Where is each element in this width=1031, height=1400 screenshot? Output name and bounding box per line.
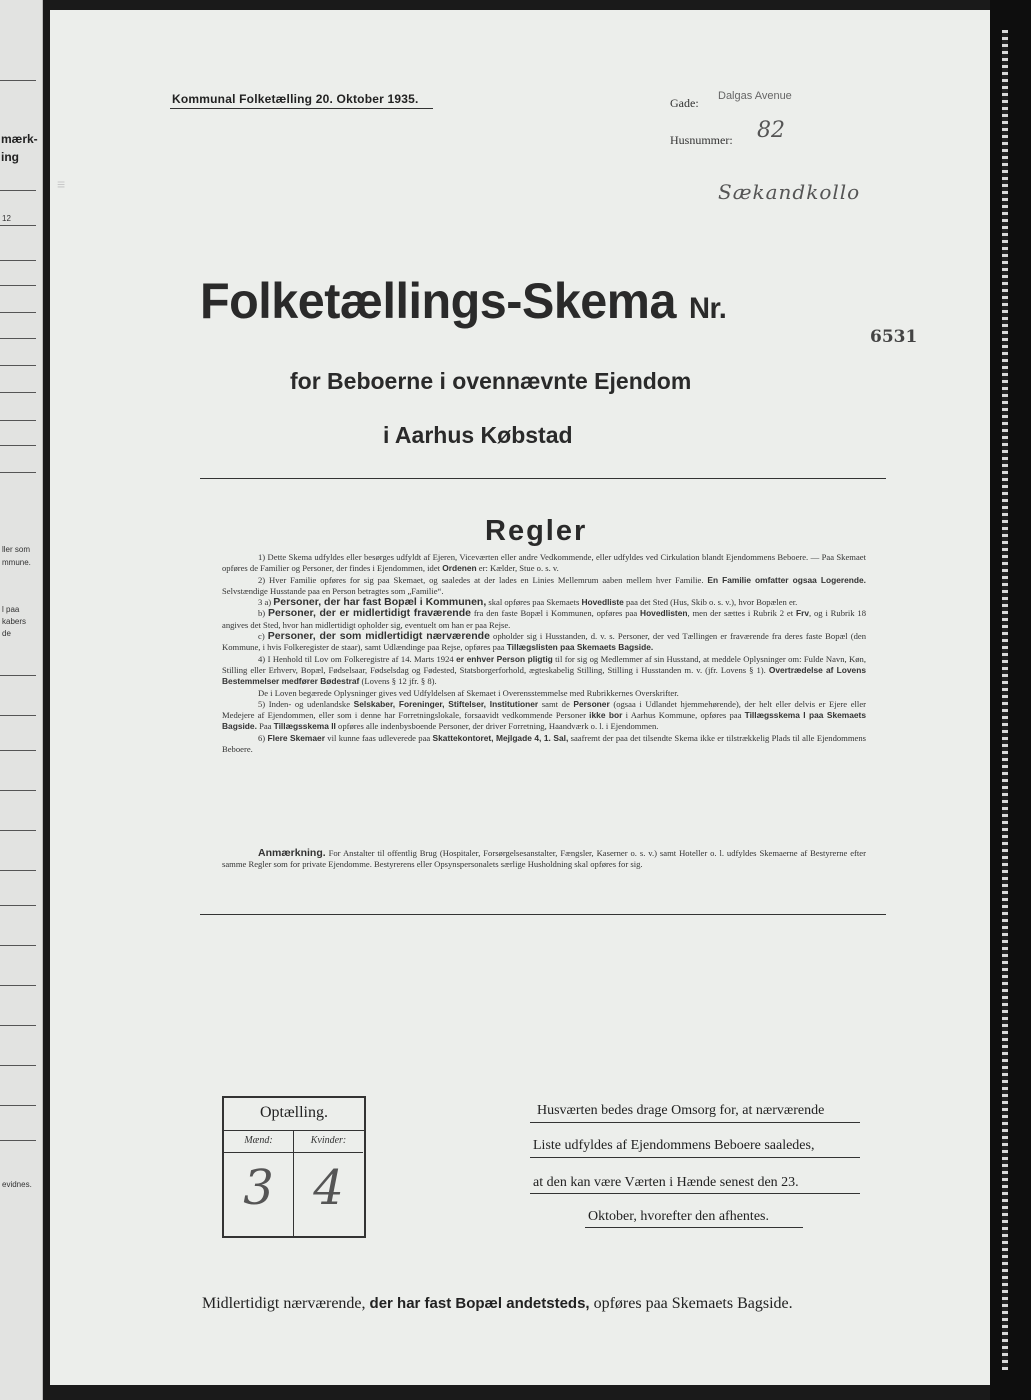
rule-line — [0, 260, 36, 261]
men-column — [224, 1130, 294, 1236]
remark-text: Anmærkning. For Anstalter til offentlig Brug (Hospitaler, Forsørgelsesanstalter, Fængsler, Kaserner o. s. v.) samt Hoteller o. l. udfyldes Skemaerne af Bestyrerne efter samme Regler som for private Ejendomme. Bestyrerens eller Opsynspersonalets særlige Husholdning skal opføres for sig. — [222, 847, 866, 870]
rule-line — [0, 338, 36, 339]
rule-line — [0, 365, 36, 366]
form-title-main: Folketællings-Skema — [200, 273, 676, 329]
instruction-line-2: Liste udfyldes af Ejendommens Beboere saaledes, — [533, 1138, 815, 1153]
house-number-label: Husnummer: — [670, 133, 733, 147]
rule-line — [0, 445, 36, 446]
women-label: Kvinder: — [294, 1130, 363, 1153]
left-fragment: de — [2, 629, 11, 638]
rule-3b: b) Personer, der er midlertidigt fraværende fra den faste Bopæl i Kommunen, opføres paa Hovedlisten, men der sættes i Rubrik 2 et Frv, og i Rubrik 18 angives det Sted, hvor han midlertidigt opholder sig, eventuelt om han er paa Rejse. — [222, 607, 866, 630]
rule-line — [0, 472, 36, 473]
rule-line — [0, 420, 36, 421]
street-value: Dalgas Avenue — [718, 90, 792, 102]
rule-3c: c) Personer, der som midlertidigt nærværende opholder sig i Husstanden, d. v. s. Personer, der ved Tællingen er fraværende fra deres faste Bopæl (den Kommune, i hvis Folkeregister de staar), samt Udlændinge paa Rejse, opføres paa Tillægslisten paa Skemaets Bagside. — [222, 630, 866, 653]
rule-line — [0, 1140, 36, 1141]
instruction-underline — [530, 1157, 860, 1158]
rule-4-note: De i Loven begærede Oplysninger gives ved Udfyldelsen af Skemaet i Overensstemmelse med Rubrikkernes Overskrifter. — [258, 687, 679, 698]
footer-note: Midlertidigt nærværende, der har fast Bopæl andetsteds, opføres paa Skemaets Bagside. — [202, 1295, 793, 1312]
count-box-title: Optælling. — [224, 1098, 364, 1131]
bleed-through-mark: ≡ — [57, 176, 66, 192]
left-fragment: mmune. — [2, 558, 31, 567]
form-title — [200, 272, 726, 330]
remark-divider — [200, 914, 886, 915]
rule-line — [0, 905, 36, 906]
instruction-underline — [530, 1122, 860, 1123]
women-column — [294, 1130, 363, 1236]
left-fragment: evidnes. — [2, 1180, 32, 1189]
census-title: Kommunal Folketælling 20. Oktober 1935. — [172, 92, 419, 106]
rule-line — [0, 1065, 36, 1066]
instruction-line-1: Husværten bedes drage Omsorg for, at nærværende — [537, 1103, 825, 1118]
house-number-value: 82 — [757, 118, 785, 143]
left-fragment: ller som — [2, 545, 31, 554]
rule-line — [0, 312, 36, 313]
rule-line — [0, 715, 36, 716]
subtitle-residents: for Beboerne i ovennævnte Ejendom — [290, 368, 692, 394]
handwritten-note: Sækandkollo — [718, 180, 861, 204]
rule-line — [0, 675, 36, 676]
rule-1: 1) Dette Skema udfyldes eller besørges udfyldt af Ejeren, Viceværten eller andre Vedkommende, eller udfyldes ved Cirkulation blandt Ejendommens Beboere. — Paa Skemaet opføres de Familier og Personer, der findes i Ejendommen, idet Ordenen er: Kælder, Stue o. s. v. — [222, 552, 866, 574]
rules-heading: Regler — [485, 515, 588, 547]
left-fragment: kabers — [2, 617, 27, 626]
rules-text — [222, 552, 866, 755]
men-count: 3 — [243, 1160, 274, 1216]
men-label: Mænd: — [224, 1130, 293, 1153]
street-label: Gade: — [670, 96, 699, 110]
instruction-line-4: Oktober, hvorefter den afhentes. — [588, 1209, 769, 1224]
title-divider — [200, 478, 886, 479]
form-title-nr: Nr. — [688, 292, 727, 325]
women-count: 4 — [313, 1160, 344, 1216]
instruction-underline — [530, 1193, 860, 1194]
left-page-strip — [0, 0, 43, 1400]
rule-line — [0, 945, 36, 946]
subtitle-city: i Aarhus Købstad — [383, 422, 573, 448]
rule-line — [0, 190, 36, 191]
rule-line — [0, 392, 36, 393]
rule-line — [0, 985, 36, 986]
rule-6: 6) Flere Skemaer vil kunne faas udleverede paa Skattekontoret, Mejlgade 4, 1. Sal, saafremt der paa det tilsendte Skema ikke er tilstrækkelig Plads til alle Ejendommens Beboere. — [222, 732, 866, 755]
rule-line — [0, 1105, 36, 1106]
rule-5: 5) Inden- og udenlandske Selskaber, Foreninger, Stiftelser, Institutioner samt de Personer (ogsaa i Udlandet hjemmehørende), der helt eller delvis er Ejere eller Medejere af Ejendommen, eller som i denne har Forretningslokale, forsaavidt vedkommende Personer ikke bor i Aarhus Kommune, opføres paa Tillægsskema I paa Skemaets Bagside. Paa Tillægsskema II opføres alle indenbysboende Personer, der driver Forretning, Haandværk o. l. i Ejendommen. — [222, 698, 866, 732]
rule-line — [0, 1025, 36, 1026]
rule-3a: 3 a) Personer, der har fast Bopæl i Kommunen, skal opføres paa Skemaets Hovedliste paa det Sted (Hus, Skib o. s. v.), hvor Bopælen er. — [258, 596, 798, 609]
census-title-underline — [170, 108, 433, 109]
count-box — [222, 1096, 366, 1238]
rule-line — [0, 870, 36, 871]
rule-line — [0, 750, 36, 751]
rule-line — [0, 285, 36, 286]
left-fragment: l paa — [2, 605, 20, 614]
rule-line — [0, 225, 36, 226]
instruction-line-3: at den kan være Værten i Hænde senest den 23. — [533, 1175, 799, 1190]
left-fragment: mærk- — [1, 132, 38, 146]
instruction-underline — [585, 1227, 803, 1228]
left-fragment: ing — [1, 150, 19, 164]
schema-number: 6531 — [870, 327, 918, 347]
remark-label: Anmærkning. — [258, 847, 326, 859]
rule-line — [0, 80, 36, 81]
left-fragment: 12 — [2, 214, 11, 223]
rule-line — [0, 830, 36, 831]
rule-2: 2) Hver Familie opføres for sig paa Skemaet, og saaledes at der lades en Linies Mellemrum aaben mellem hver Familie. En Familie omfatter ogsaa Logerende. Selvstændige Husstande paa en Person betragtes som „Familie“. — [222, 574, 866, 596]
rule-line — [0, 790, 36, 791]
rule-4: 4) I Henhold til Lov om Folkeregistre af 14. Marts 1924 er enhver Person pligtig til for sig og Medlemmer af sin Husstand, at meddele Oplysninger om: Fulde Navn, Køn, Stilling eller Erhverv, Bopæl, Fødselsaar, Fødselsdag og Fødested, Statsborgerforhold, ægteskabelig Stilling, Stilling i Husstanden m. v. (jfr. Lovens § 1). Overtrædelse af Lovens Bestemmelser medfører Bødestraf (Lovens § 12 jfr. § 8). — [222, 653, 866, 687]
binding-edge — [990, 0, 1031, 1400]
